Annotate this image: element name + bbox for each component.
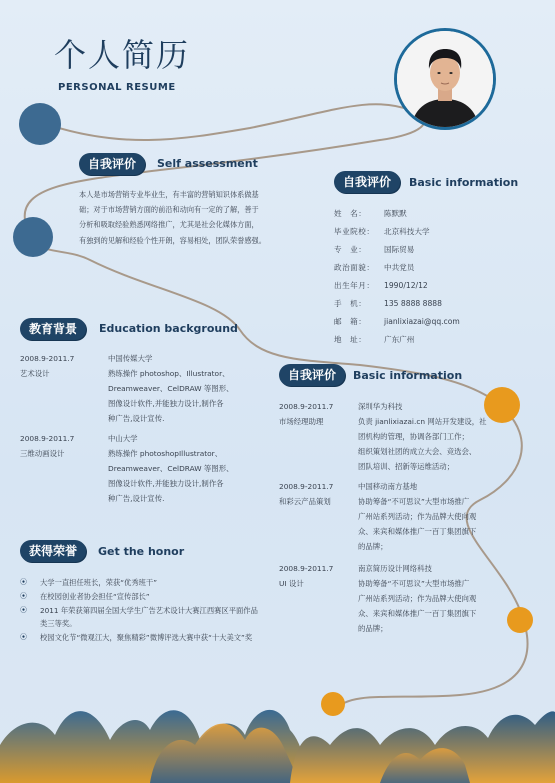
honor-heading: Get the honor <box>98 545 185 558</box>
profile-photo <box>394 28 496 130</box>
info-row-major: 专 业： 国际贸易 <box>334 245 415 254</box>
work-role: UI 设计 <box>279 579 304 588</box>
orange-dot-lower <box>507 607 533 633</box>
work-date: 2008.9-2011.7 <box>279 402 334 411</box>
basic-info-list <box>334 205 524 349</box>
page-subtitle: PERSONAL RESUME <box>58 82 176 93</box>
work-heading: Basic information <box>353 369 463 382</box>
edu-1-detail <box>108 351 283 426</box>
circle-target-icon: ⦿ <box>20 591 27 600</box>
person-portrait-icon <box>397 31 493 127</box>
info-row-politics: 政治面貌： 中共党员 <box>334 263 415 272</box>
circle-target-icon: ⦿ <box>20 578 27 586</box>
text-line: 种广告,设计宣传. <box>108 414 165 423</box>
work-3-meta <box>279 561 355 591</box>
education-badge: 教育背景 <box>20 318 86 340</box>
text-line: 的品牌； <box>358 542 388 551</box>
work-date: 2008.9-2011.7 <box>279 564 334 573</box>
work-2-meta <box>279 479 355 509</box>
work-role: 市场经理助理 <box>279 417 324 426</box>
page-title: 个人简历 <box>54 36 191 74</box>
text-line: 图像设计软件,并能独力设计,制作各 <box>108 479 224 488</box>
blue-dot-mid <box>13 217 53 257</box>
honor-item: ⦿ 在校园创业者协会担任“宣传部长” <box>20 590 258 603</box>
orange-dot-bottom <box>321 692 345 716</box>
circle-target-icon: ⦿ <box>20 605 27 614</box>
text-line: 熟练操作 photoshopIllustrator、 <box>108 449 223 458</box>
text-line: 团队培训、招新等运维活动； <box>358 462 455 471</box>
text-line: 广州站系列活动；作为品牌大使向观 <box>358 512 477 521</box>
edu-date: 2008.9-2011.7 <box>20 354 75 363</box>
work-3-detail <box>358 561 508 636</box>
work-badge: 自我评价 <box>279 364 345 386</box>
work-role: 和彩云产品策划 <box>279 497 331 506</box>
text-line: 础；对于市场营销方面的前沿和动向有一定的了解，善于 <box>79 205 259 215</box>
edu-school: 中山大学 <box>108 434 138 443</box>
info-row-school: 毕业院校： 北京科技大学 <box>334 227 430 236</box>
text-line: 众、来宾和媒体推广一百丁集团旗下 <box>358 527 477 536</box>
text-line: Dreamweaver、CelDRAW 等图形、 <box>108 464 234 473</box>
honor-badge: 获得荣誉 <box>20 540 86 562</box>
text-line: 团机构的管理，协调各部门工作； <box>358 432 469 441</box>
text-line: Dreamweaver、CelDRAW 等图形、 <box>108 384 234 393</box>
text-line: 种广告,设计宣传. <box>108 494 165 503</box>
edu-2-detail <box>108 431 283 506</box>
info-row-name: 姓 名： 陈默默 <box>334 209 407 218</box>
text-line: 协助筹备“不可思议”大型市场推广 <box>358 497 470 506</box>
circle-target-icon: ⦿ <box>20 633 27 642</box>
honor-item: ⦿ 2011 年荣获第四届全国大学生广告艺术设计大赛江西赛区平面作品类三等奖。 <box>20 604 258 631</box>
text-line: 众、来宾和媒体推广一百丁集团旗下 <box>358 609 477 618</box>
text-line: 协助筹备“不可思议”大型市场推广 <box>358 579 470 588</box>
info-row-birth: 出生年月： 1990/12/12 <box>334 281 428 290</box>
work-1-detail <box>358 399 508 474</box>
edu-school: 中国传媒大学 <box>108 354 153 363</box>
work-company: 深圳华为科技 <box>358 402 403 411</box>
text-line: 广州站系列活动；作为品牌大使向观 <box>358 594 477 603</box>
work-1-meta <box>279 399 355 429</box>
honor-item: ⦿ 校园文化节“微观江大，聚焦精彩”微博评选大赛中获“十大美文”奖 <box>20 631 258 644</box>
work-company: 中国移动南方基地 <box>358 482 418 491</box>
info-row-address: 地 址： 广东广州 <box>334 335 415 344</box>
text-line: 有独到的见解和经验个性开朗，容易相处，团队荣誉感强。 <box>79 235 266 245</box>
text-line: 负责 jianlixiazai.cn 网站开发建设，社 <box>358 417 487 426</box>
text-line: 图像设计软件,并能独力设计,制作各 <box>108 399 224 408</box>
work-company: 南京简历设计网络科技 <box>358 564 432 573</box>
work-date: 2008.9-2011.7 <box>279 482 334 491</box>
text-line: 的品牌； <box>358 624 388 633</box>
education-heading: Education background <box>99 322 238 335</box>
honor-list <box>20 576 258 645</box>
edu-major: 艺术设计 <box>20 369 50 378</box>
self-assessment-text <box>79 187 297 248</box>
basic-info-badge: 自我评价 <box>334 171 400 193</box>
text-line: 分析和吸取经验熟悉网络推广，尤其是社会化媒体方面， <box>79 220 259 230</box>
text-line: 熟练操作 photoshop、Illustrator、 <box>108 369 230 378</box>
blue-dot-top <box>19 103 61 145</box>
self-assessment-heading: Self assessment <box>157 157 258 170</box>
work-2-detail <box>358 479 508 554</box>
info-row-email: 邮 箱： jianlixiazai@qq.com <box>334 317 460 326</box>
edu-date: 2008.9-2011.7 <box>20 434 75 443</box>
text-line: 组织策划社团的成立大会、竞选会、 <box>358 447 477 456</box>
text-line: 本人是市场营销专业毕业生，有丰富的营销知识体系做基 <box>79 190 259 199</box>
honor-item: ⦿ 大学一直担任班长，荣获“优秀班干” <box>20 576 258 589</box>
info-row-phone: 手 机： 135 8888 8888 <box>334 299 442 308</box>
edu-1-meta <box>20 351 100 381</box>
self-assessment-badge: 自我评价 <box>79 153 145 175</box>
edu-2-meta <box>20 431 100 461</box>
edu-major: 三维动画设计 <box>20 449 65 458</box>
basic-info-heading: Basic information <box>409 176 519 189</box>
